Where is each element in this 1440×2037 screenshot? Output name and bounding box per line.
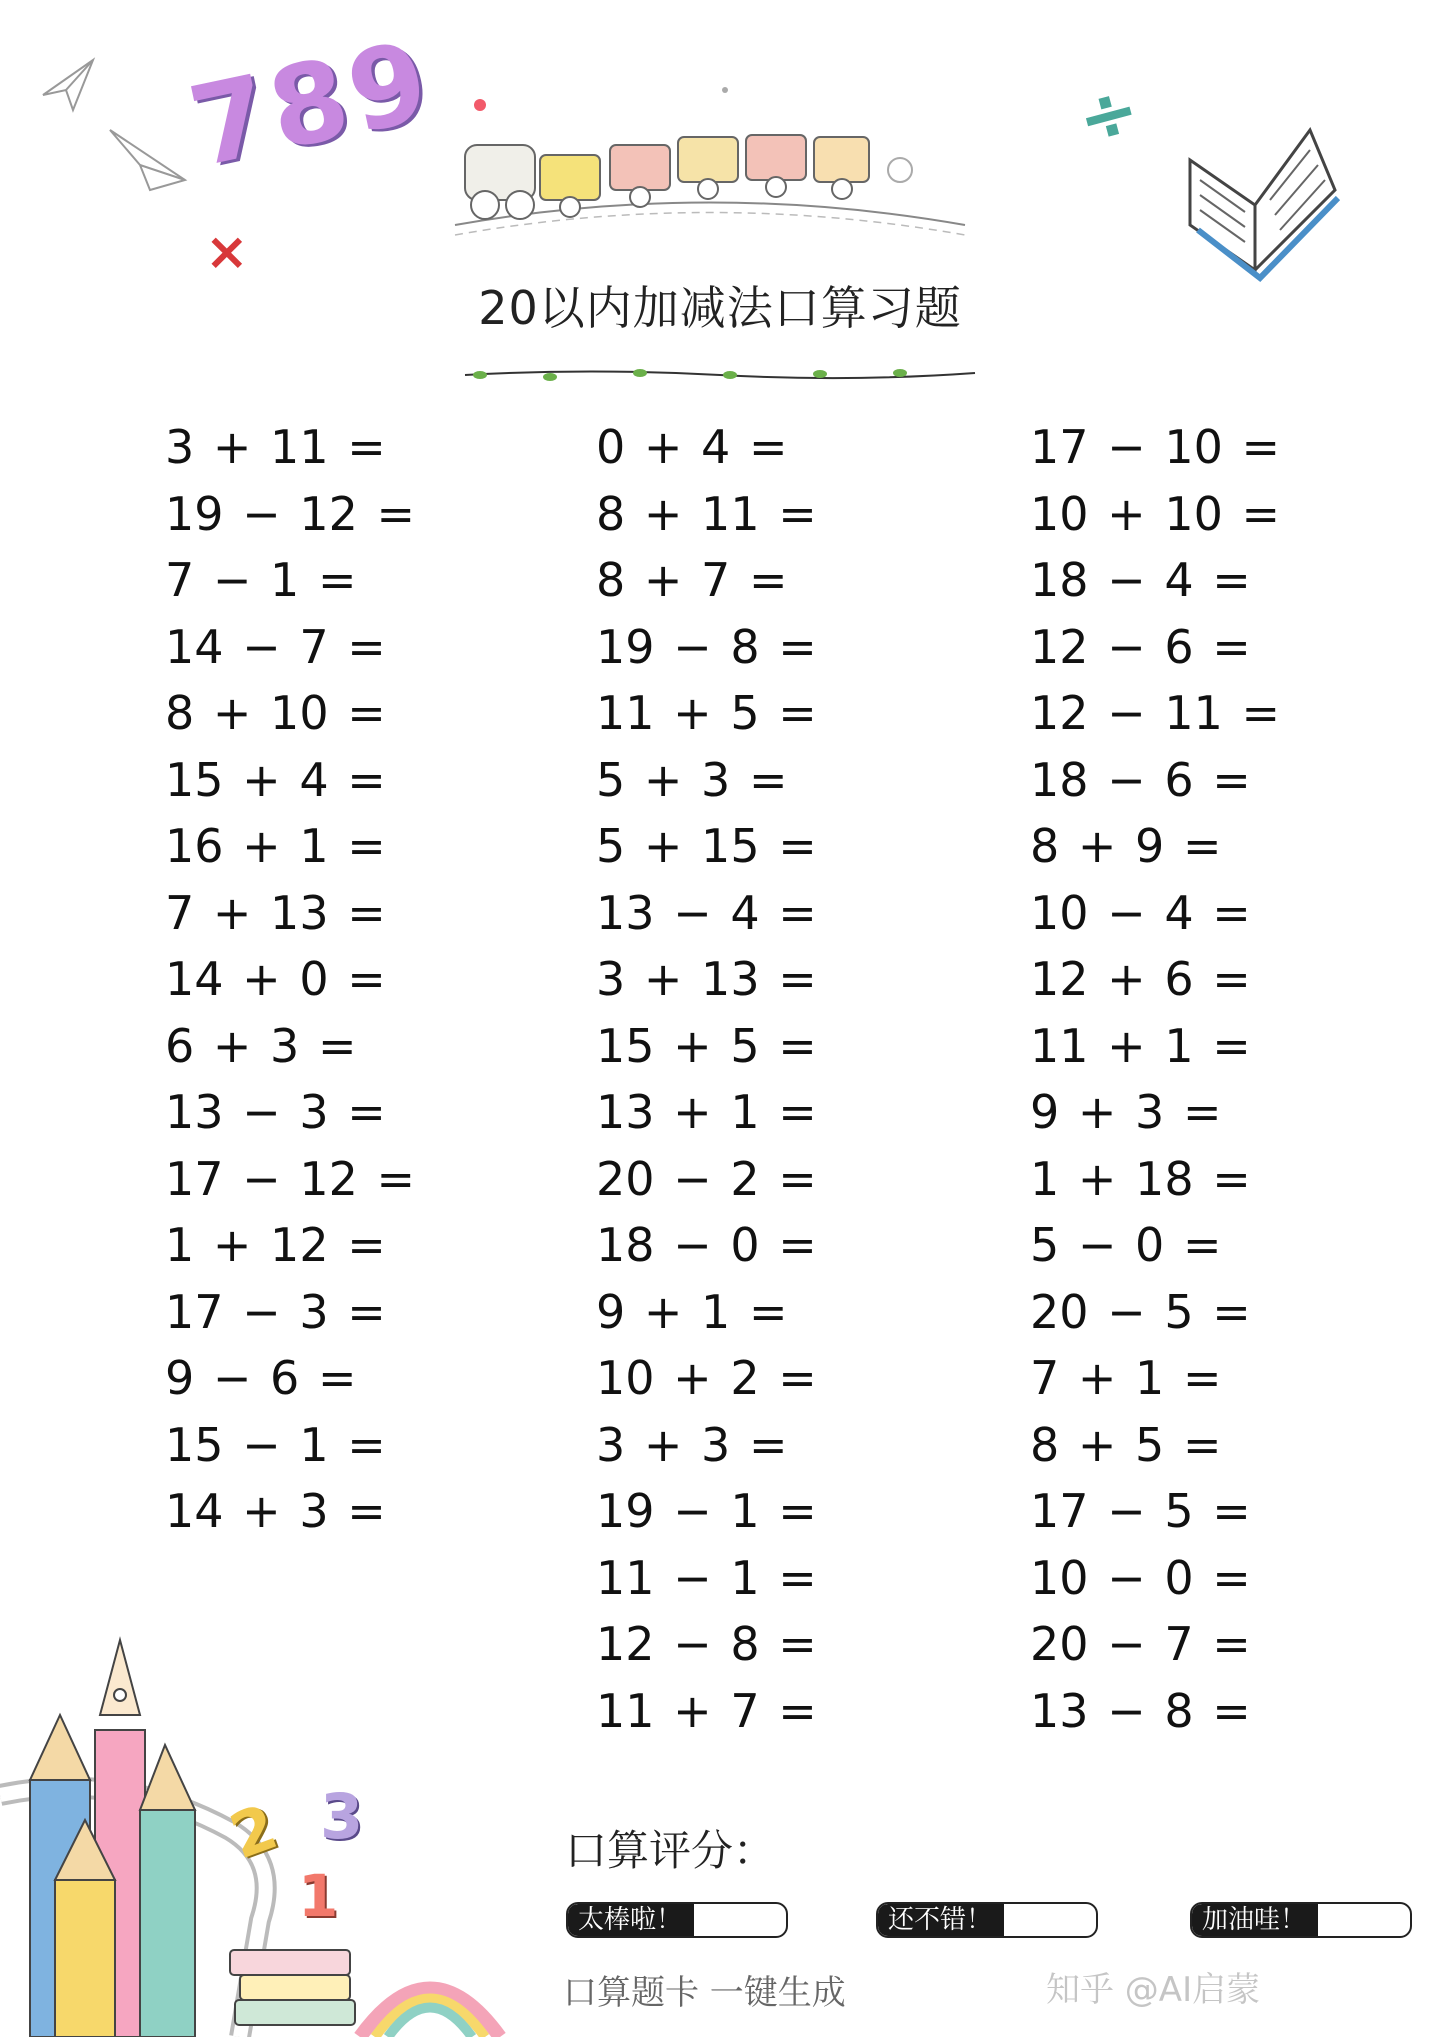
problem-row: 5 + 3 = — [596, 752, 788, 807]
problem-row: 7 − 1 = — [165, 553, 357, 607]
open-book-icon — [1180, 120, 1340, 290]
problem-row: 10 + 2 = — [596, 1351, 817, 1405]
problem-row: 10 + 10 = — [1030, 486, 1281, 541]
paper-plane-icon — [38, 55, 98, 115]
problem-row: 9 + 1 = — [596, 1284, 788, 1339]
digit-two-decoration: 2 — [220, 1789, 287, 1874]
problem-row: 19 − 8 = — [596, 619, 817, 674]
rating-label: 还不错！ — [878, 1904, 1004, 1936]
problem-row: 14 + 3 = — [165, 1484, 386, 1538]
problem-row: 18 − 0 = — [596, 1218, 817, 1272]
problem-row: 9 + 3 = — [1030, 1085, 1222, 1139]
problem-row: 13 − 3 = — [165, 1085, 386, 1139]
digit-one-decoration: 1 — [298, 1862, 339, 1930]
problem-row: 17 − 5 = — [1030, 1484, 1251, 1538]
problem-row: 17 − 10 = — [1030, 420, 1281, 474]
rating-badge-keep-going[interactable] — [1190, 1902, 1412, 1938]
problem-row: 8 + 5 = — [1030, 1417, 1222, 1472]
problem-row: 11 + 7 = — [596, 1683, 817, 1738]
problem-row: 15 + 5 = — [596, 1018, 817, 1073]
digit-three-decoration: 3 — [320, 1780, 364, 1853]
problem-row: 20 − 5 = — [1030, 1284, 1251, 1339]
problem-row: 12 − 11 = — [1030, 686, 1281, 740]
rating-badge-great[interactable] — [566, 1902, 788, 1938]
divide-icon: ÷ — [1068, 65, 1149, 163]
problem-row: 10 − 4 = — [1030, 885, 1251, 940]
problem-row: 11 + 5 = — [596, 686, 817, 740]
problem-row: 18 − 4 = — [1030, 553, 1251, 607]
problem-row: 1 + 18 = — [1030, 1151, 1251, 1206]
problem-row: 18 − 6 = — [1030, 752, 1251, 807]
problem-row: 3 + 11 = — [165, 420, 386, 474]
problem-row: 11 + 1 = — [1030, 1018, 1251, 1073]
problem-column-3 — [1030, 414, 1280, 1744]
problem-row: 15 − 1 = — [165, 1417, 386, 1472]
problem-row: 8 + 9 = — [1030, 819, 1222, 873]
rating-label: 太棒啦！ — [568, 1904, 694, 1936]
problem-row: 19 − 12 = — [165, 486, 416, 541]
problem-row: 3 + 13 = — [596, 952, 817, 1006]
problem-row: 12 − 8 = — [596, 1617, 817, 1671]
problem-row: 19 − 1 = — [596, 1484, 817, 1538]
problem-row: 13 − 4 = — [596, 885, 817, 940]
vine-divider — [460, 360, 980, 390]
problem-row: 11 − 1 = — [596, 1550, 817, 1605]
problem-row: 9 − 6 = — [165, 1351, 357, 1405]
problem-row: 12 + 6 = — [1030, 952, 1251, 1006]
train-illustration — [450, 85, 970, 245]
problem-row: 8 + 7 = — [596, 553, 788, 607]
problem-row: 7 + 13 = — [165, 885, 386, 940]
problem-row: 13 + 1 = — [596, 1085, 817, 1139]
problem-row: 10 − 0 = — [1030, 1550, 1251, 1605]
digits-decoration: 789 — [179, 16, 443, 192]
problem-row: 13 − 8 = — [1030, 1683, 1251, 1738]
watermark: 知乎 @AI启蒙 — [1046, 1970, 1261, 2010]
problem-column-2 — [596, 414, 817, 1744]
problem-row: 20 − 7 = — [1030, 1617, 1251, 1671]
problem-row: 3 + 3 = — [596, 1417, 788, 1472]
problem-row: 17 − 3 = — [165, 1284, 386, 1339]
problem-row: 6 + 3 = — [165, 1018, 357, 1073]
problem-row: 0 + 4 = — [596, 420, 788, 474]
problem-row: 7 + 1 = — [1030, 1351, 1222, 1405]
problem-row: 1 + 12 = — [165, 1218, 386, 1272]
rating-label: 加油哇！ — [1192, 1904, 1318, 1936]
problem-column-1 — [165, 414, 415, 1545]
paper-plane-icon — [105, 120, 190, 200]
problem-row: 14 + 0 = — [165, 952, 386, 1006]
problem-row: 8 + 10 = — [165, 686, 386, 740]
times-icon: × — [205, 222, 249, 282]
score-title: 口算评分： — [565, 1826, 776, 1875]
problem-row: 20 − 2 = — [596, 1151, 817, 1206]
footer-caption: 口算题卡 一键生成 — [563, 1973, 846, 2013]
problem-row: 5 − 0 = — [1030, 1218, 1222, 1272]
page-title: 20以内加减法口算习题 — [478, 281, 962, 335]
problem-row: 17 − 12 = — [165, 1151, 416, 1206]
rating-badge-good[interactable] — [876, 1902, 1098, 1938]
problem-row: 14 − 7 = — [165, 619, 386, 674]
problem-row: 8 + 11 = — [596, 486, 817, 541]
problem-row: 15 + 4 = — [165, 752, 386, 807]
problem-row: 12 − 6 = — [1030, 619, 1251, 674]
problem-row: 16 + 1 = — [165, 819, 386, 873]
problem-row: 5 + 15 = — [596, 819, 817, 873]
